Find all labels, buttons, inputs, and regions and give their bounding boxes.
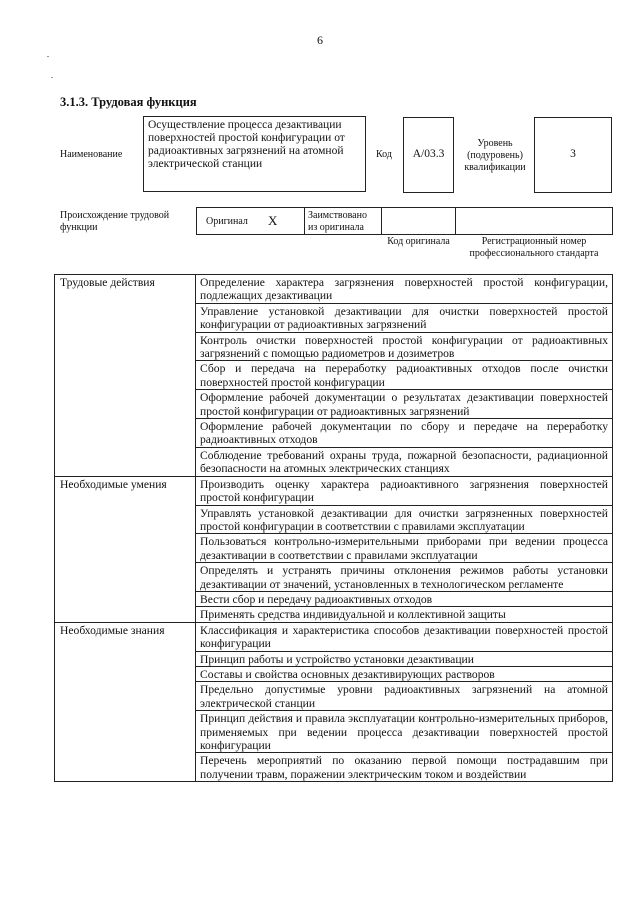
table-cell: Перечень мероприятий по оказанию первой помощи пострадавшим при получении травм, поражении электрическим током и воздействии: [196, 753, 613, 782]
reg-number-cell: [455, 207, 613, 235]
table-cell: Определение характера загрязнения поверхностей простой конфигурации, подлежащих дезактивации: [196, 275, 613, 304]
function-details-table: [54, 274, 613, 782]
table-row: [55, 476, 613, 505]
code-original-cell: [381, 207, 456, 235]
table-cell: Принцип действия и правила эксплуатации контрольно-измерительных приборов, применяемых при ведении процесса дезактивации поверхностей простой конфигурации: [196, 711, 613, 753]
table-cell: Контроль очистки поверхностей простой конфигурации от радиоактивных загрязнений с помощью радиометров и дозиметров: [196, 332, 613, 361]
table-row: [55, 622, 613, 651]
level-box: [534, 117, 612, 193]
scan-speck: [47, 56, 49, 57]
reg-number-caption: Регистрационный номер профессионального стандарта: [469, 236, 599, 259]
section-title-skills: Необходимые умения: [55, 476, 196, 622]
section-heading: 3.1.3. Трудовая функция: [60, 95, 197, 109]
page-number: 6: [317, 33, 323, 47]
borrowed-cell: [304, 207, 382, 235]
table-cell: Управлять установкой дезактивации для очистки загрязненных поверхностей простой конфигурации в соответствии с правилами эксплуатации: [196, 505, 613, 534]
table-cell: Предельно допустимые уровни радиоактивных загрязнений на атомной электрической станции: [196, 682, 613, 711]
table-cell: Сбор и передача на переработку радиоактивных отходов после очистки поверхностей простой конфигурации: [196, 361, 613, 390]
code-original-caption: Код оригинала: [387, 236, 450, 247]
name-label: Наименование: [60, 149, 123, 160]
table-cell: Принцип работы и устройство установки дезактивации: [196, 651, 613, 666]
origin-label: Происхождение трудовой функции: [60, 210, 170, 233]
table-cell: Классификация и характеристика способов дезактивации поверхностей простой конфигурации: [196, 622, 613, 651]
scan-speck: [51, 77, 53, 78]
code-label: Код: [376, 149, 392, 160]
table-cell: Управление установкой дезактивации для очистки поверхностей простой конфигурации от радиоактивных загрязнений: [196, 303, 613, 332]
table-cell: Пользоваться контрольно-измерительными приборами при ведении процесса дезактивации в соответствии с правилами эксплуатации: [196, 534, 613, 563]
original-label: Оригинал: [206, 216, 248, 227]
table-cell: Производить оценку характера радиоактивного загрязнения поверхностей простой конфигурации: [196, 476, 613, 505]
section-title-actions: Трудовые действия: [55, 275, 196, 477]
level-label: Уровень (подуровень) квалификации: [464, 138, 526, 173]
code-value: A/03.3: [412, 148, 445, 160]
table-row: [55, 275, 613, 304]
table-cell: Определять и устранять причины отклонения режимов работы установки дезактивации от значений, установленных в технологическом регламенте: [196, 563, 613, 592]
original-mark: X: [268, 213, 278, 228]
table-cell: Применять средства индивидуальной и коллективной защиты: [196, 607, 613, 622]
table-cell: Оформление рабочей документации по сбору и передаче на переработку радиоактивных отходов: [196, 419, 613, 448]
table-cell: Оформление рабочей документации о результатах дезактивации поверхностей простой конфигурации от радиоактивных загрязнений: [196, 390, 613, 419]
section-title-knowledge: Необходимые знания: [55, 622, 196, 781]
original-cell: [196, 207, 305, 235]
function-name-value: Осуществление процесса дезактивации поверхностей простой конфигурации от радиоактивных загрязнений на атомной электрической станции: [148, 119, 345, 170]
borrowed-label: Заимствовано из оригинала: [308, 210, 367, 233]
level-value: 3: [570, 148, 576, 160]
function-name-box: [143, 116, 366, 192]
table-cell: Вести сбор и передачу радиоактивных отходов: [196, 591, 613, 606]
code-box: [403, 117, 454, 193]
table-cell: Составы и свойства основных дезактивирующих растворов: [196, 666, 613, 681]
table-cell: Соблюдение требований охраны труда, пожарной безопасности, радиационной безопасности на атомных электрических станциях: [196, 447, 613, 476]
